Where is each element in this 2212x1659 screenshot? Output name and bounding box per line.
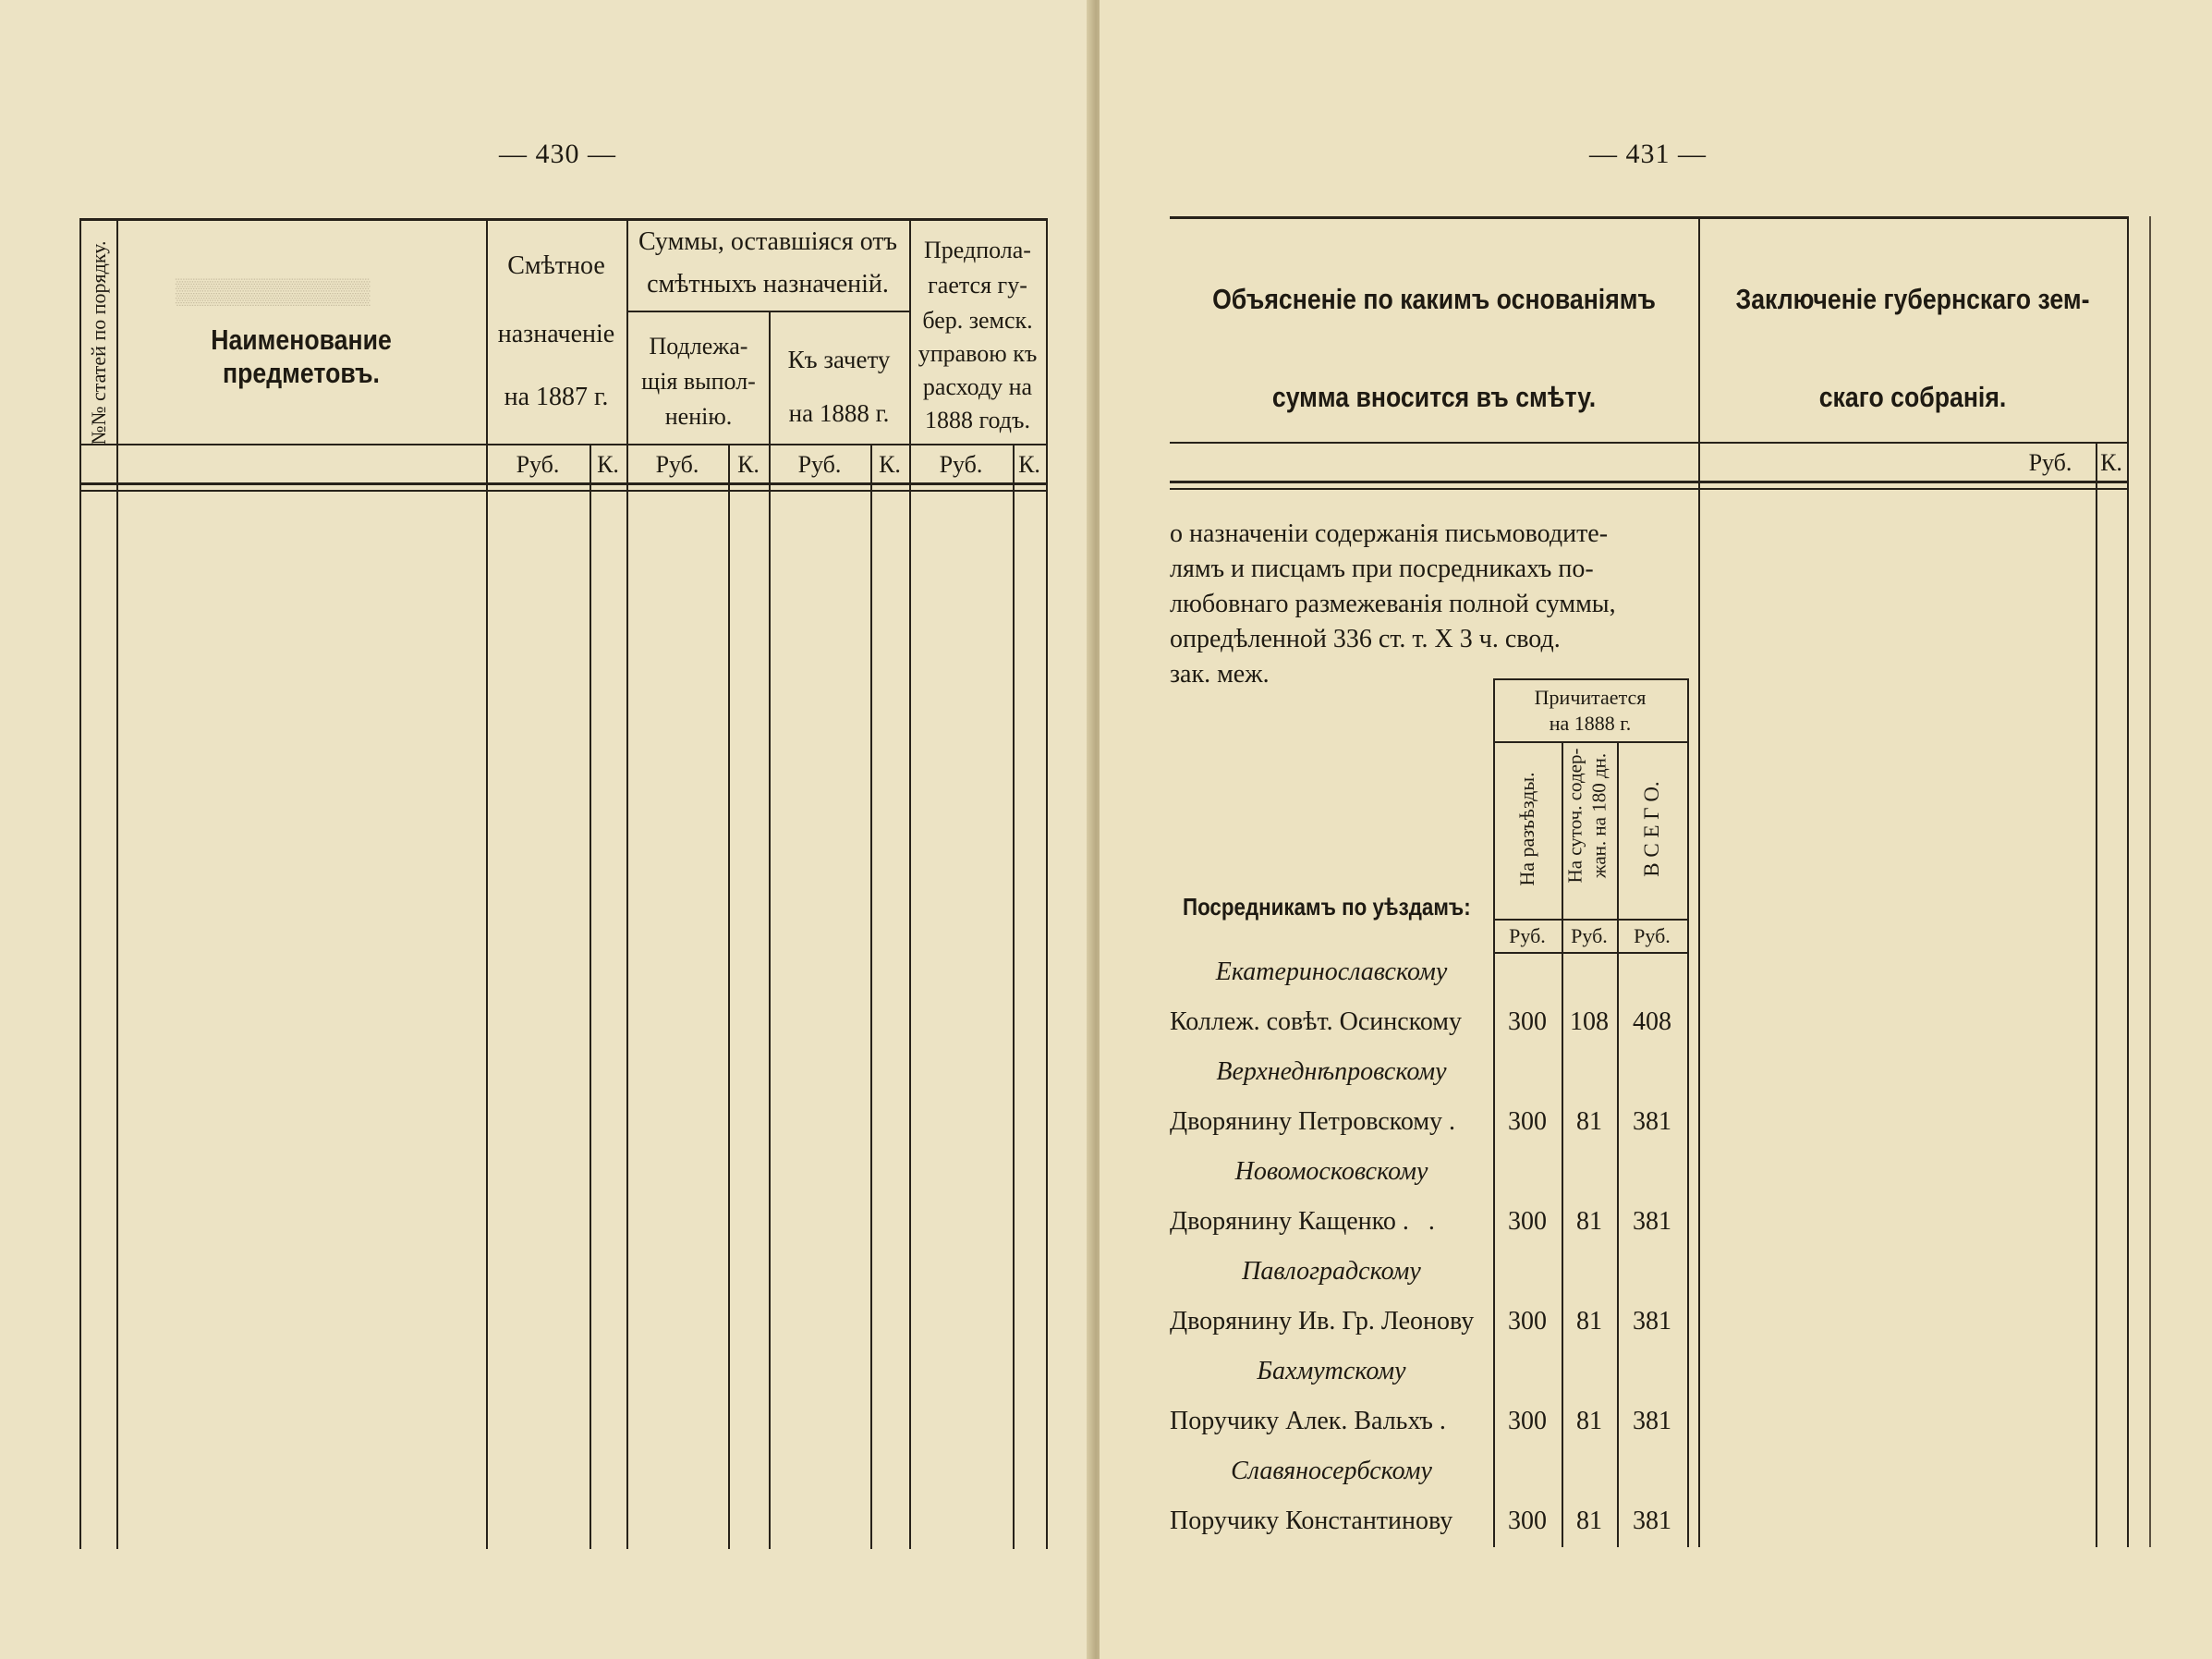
- col-daily-header-1: На суточ. содер-: [1563, 748, 1586, 884]
- header-conclusion-2: скаго собранія.: [1818, 381, 2007, 413]
- intro-line: зак. меж.: [1170, 660, 1270, 689]
- district-name: Славяносербскому: [1231, 1457, 1432, 1485]
- daily-value: 108: [1570, 1007, 1609, 1036]
- header-credit-1: Къ зачету: [787, 346, 891, 373]
- col-line: [2127, 216, 2129, 1547]
- district-name: Екатеринославскому: [1215, 958, 1448, 986]
- subtable-rule: [1493, 952, 1687, 954]
- person-name: Поручику Алек. Вальхъ .: [1170, 1407, 1446, 1435]
- district-name: Павлоградскому: [1242, 1257, 1421, 1286]
- intro-line: любовнаго размежеванія полной суммы,: [1170, 590, 1616, 618]
- unit-rub: Руб.: [1634, 924, 1671, 947]
- mediators-label: Посредникамъ по уѣздамъ:: [1183, 893, 1471, 921]
- col-line: [1698, 216, 1700, 1547]
- unit-rub: Руб.: [1571, 924, 1608, 947]
- travel-value: 300: [1508, 1107, 1547, 1136]
- intro-line: о назначеніи содержанія письмоводите-: [1170, 519, 1609, 548]
- header-bottom-rule-2: [79, 490, 1046, 492]
- total-value: 381: [1633, 1207, 1671, 1236]
- travel-value: 300: [1508, 1507, 1547, 1535]
- header-mid-rule: [79, 444, 1046, 445]
- right-page: [1100, 0, 2212, 1659]
- col-travel-header: На разъѣзды.: [1515, 772, 1538, 886]
- due-header-2: на 1888 г.: [1549, 712, 1632, 735]
- table-top-rule: [1170, 216, 2129, 219]
- col-line: [589, 444, 591, 1549]
- unit-kop: К.: [1018, 451, 1040, 478]
- unit-rub: Руб.: [516, 451, 560, 478]
- travel-value: 300: [1508, 1007, 1547, 1036]
- district-name: Новомосковскому: [1234, 1157, 1428, 1186]
- sub-header-rule: [626, 311, 909, 312]
- left-page: [0, 0, 1094, 1659]
- header-remaining-1: Суммы, оставшіяся отъ: [638, 227, 898, 256]
- header-proposed-6: 1888 годъ.: [925, 407, 1030, 433]
- header-estimate-2: назначеніе: [497, 320, 615, 348]
- header-to-execute-2: щія выпол-: [641, 368, 756, 395]
- header-proposed-2: гается гу-: [928, 272, 1027, 299]
- travel-value: 300: [1508, 1407, 1547, 1435]
- total-value: 381: [1633, 1307, 1671, 1336]
- header-to-execute-1: Подлежа-: [649, 333, 748, 360]
- unit-kop: К.: [737, 451, 760, 478]
- header-proposed-5: расходу на: [922, 373, 1033, 400]
- unit-kop: К.: [879, 451, 901, 478]
- header-explanation-2: сумма вносится въ смѣту.: [1271, 381, 1597, 413]
- daily-value: 81: [1576, 1307, 1602, 1336]
- bleed-through-text: ▒▒▒▒▒▒▒▒▒▒▒: [176, 277, 371, 305]
- col-line: [2096, 442, 2097, 1547]
- margin-line: [2149, 216, 2151, 1547]
- person-name: Дворянину Ив. Гр. Леонову: [1170, 1307, 1475, 1336]
- unit-rub: Руб.: [797, 451, 842, 478]
- unit-rub: Руб.: [655, 451, 699, 478]
- travel-value: 300: [1508, 1307, 1547, 1336]
- person-name: Поручику Константинову: [1170, 1507, 1453, 1535]
- col-total-header: В С Е Г О.: [1640, 781, 1663, 877]
- header-items: Наименование предметовъ.: [211, 323, 392, 389]
- col-line: [79, 218, 81, 1549]
- unit-rub: Руб.: [939, 451, 983, 478]
- daily-value: 81: [1576, 1107, 1602, 1136]
- header-proposed-4: управою къ: [918, 340, 1038, 367]
- district-name: Бахмутскому: [1257, 1357, 1406, 1385]
- page-number-left: — 430 —: [499, 139, 616, 169]
- person-name: Дворянину Кащенко . .: [1170, 1207, 1435, 1236]
- intro-line: опредѣленной 336 ст. т. Х 3 ч. свод.: [1170, 625, 1561, 653]
- header-bottom-rule: [79, 482, 1046, 485]
- total-value: 408: [1633, 1007, 1671, 1036]
- header-estimate-3: на 1887 г.: [504, 383, 609, 411]
- header-proposed-3: бер. земск.: [922, 307, 1033, 334]
- unit-rub: Руб.: [1509, 924, 1546, 947]
- col-daily-header-2: жан. на 180 дн.: [1587, 752, 1610, 879]
- person-name: Коллеж. совѣт. Осинскому: [1170, 1007, 1463, 1036]
- unit-rub: Руб.: [2028, 449, 2072, 476]
- unit-kop: К.: [597, 451, 619, 478]
- unit-kop: К.: [2100, 449, 2122, 476]
- page-number-right: — 431 —: [1589, 139, 1707, 169]
- due-header-1: Причитается: [1534, 686, 1647, 709]
- header-credit-2: на 1888 г.: [788, 399, 890, 427]
- intro-line: лямъ и писцамъ при посредникахъ по-: [1170, 555, 1594, 583]
- header-estimate-1: Смѣтное: [507, 251, 605, 280]
- subtable-rule: [1493, 919, 1687, 921]
- daily-value: 81: [1576, 1507, 1602, 1535]
- header-conclusion-1: Заключеніе губернскаго зем-: [1735, 283, 2090, 315]
- col-line: [728, 444, 730, 1549]
- daily-value: 81: [1576, 1207, 1602, 1236]
- total-value: 381: [1633, 1507, 1671, 1535]
- header-proposed-1: Предпола-: [924, 237, 1031, 263]
- subtable-line: [1687, 678, 1689, 1547]
- header-remaining-2: смѣтныхъ назначеній.: [647, 270, 889, 299]
- header-mid-rule: [1170, 442, 2129, 444]
- travel-value: 300: [1508, 1207, 1547, 1236]
- table-top-rule: [79, 218, 1046, 221]
- header-bottom-rule: [1170, 481, 2129, 483]
- header-bottom-rule-2: [1170, 488, 2129, 490]
- header-order-number: №№ статей по порядку.: [87, 240, 110, 445]
- district-name: Верхнеднѣпровскому: [1216, 1057, 1447, 1086]
- header-to-execute-3: ненію.: [664, 403, 733, 430]
- col-line: [1046, 218, 1048, 1549]
- col-line: [1013, 444, 1015, 1549]
- total-value: 381: [1633, 1407, 1671, 1435]
- subtable-top-rule: [1493, 678, 1687, 680]
- daily-value: 81: [1576, 1407, 1602, 1435]
- col-line: [769, 311, 771, 1549]
- header-explanation-1: Объясненіе по какимъ основаніямъ: [1212, 283, 1656, 315]
- col-line: [116, 218, 118, 1549]
- col-line: [486, 218, 488, 1549]
- total-value: 381: [1633, 1107, 1671, 1136]
- col-line: [870, 444, 872, 1549]
- person-name: Дворянину Петровскому .: [1170, 1107, 1456, 1136]
